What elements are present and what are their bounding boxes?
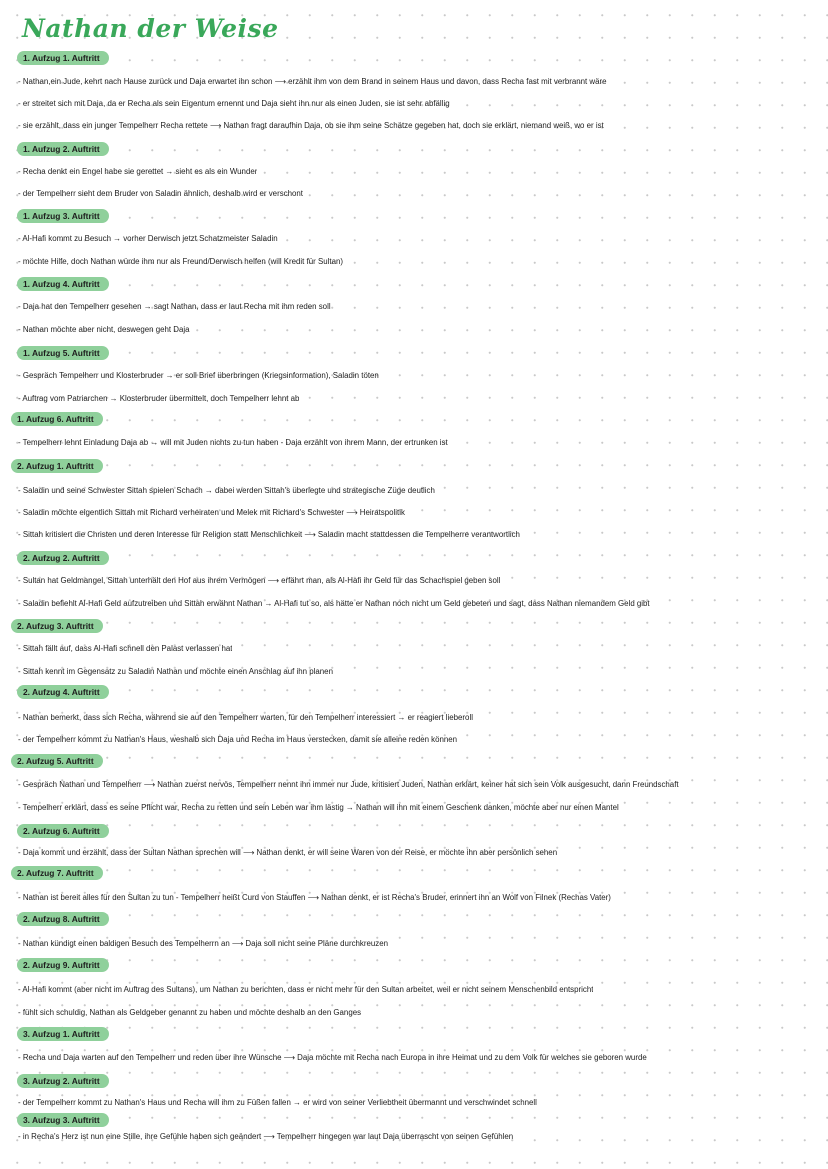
note-line: - Sittah kritisiert die Christen und deren Interesse für Religion statt Menschlichkeit ⟶ Saladin macht stattdessen die Tempelherre verantwortlich [18, 530, 520, 539]
note-line: - er streitet sich mit Daja, da er Recha als sein Eigentum ernennt und Daja sieht ihn nur als einen Juden, sie ist sehr abfällig [18, 99, 450, 108]
note-line: - Saladin befiehlt Al-Hafi Geld aufzutreiben und Sittah erwähnt Nathan → Al-Hafi tut so, als hätte er Nathan noch nicht um Geld gebeten und sagt, dass Nathan niemandem Geld gibt [18, 599, 650, 608]
section-heading: 2. Aufzug 3. Auftritt [11, 619, 103, 633]
note-line: - Nathan kündigt einen baldigen Besuch des Tempelherrn an ⟶ Daja soll nicht seine Pläne durchkreuzen [18, 939, 388, 948]
section-heading: 1. Aufzug 1. Auftritt [17, 51, 109, 65]
section-heading: 2. Aufzug 7. Auftritt [11, 866, 103, 880]
section-heading: 2. Aufzug 9. Auftritt [17, 958, 109, 972]
note-line: - möchte Hilfe, doch Nathan würde ihm nur als Freund/Derwisch helfen (will Kredit für Sultan) [18, 257, 343, 266]
section-heading: 2. Aufzug 6. Auftritt [17, 824, 109, 838]
note-line: - Sultan hat Geldmangel, Sittah unterhält den Hof aus ihrem Vermögen ⟶ erfährt man, als Al-Hafi ihr Geld für das Schachspiel geben soll [18, 576, 501, 585]
section-heading: 3. Aufzug 3. Auftritt [17, 1113, 109, 1127]
note-line: - Saladin möchte eigentlich Sittah mit Richard verheiraten und Melek mit Richard's Schwester ⟶ Heiratspolitik [18, 508, 405, 517]
section-heading: 3. Aufzug 2. Auftritt [17, 1074, 109, 1088]
note-line: - sie erzählt, dass ein junger Tempelherr Recha rettete ⟶ Nathan fragt daraufhin Daja, ob sie ihm seine Schätze gegeben hat, doch sie erklärt, niemand weiß, wo er ist [18, 121, 604, 130]
note-line: - Tempelherr lehnt Einladung Daja ab → will mit Juden nichts zu tun haben - Daja erzählt von ihrem Mann, der ertrunken ist [18, 438, 448, 447]
note-line: - Tempelherr erklärt, dass es seine Pflicht war, Recha zu retten und sein Leben war ihm lästig → Nathan will ihn mit einem Geschenk danken, möchte aber nur einen Mantel [18, 803, 619, 812]
note-line: - Gespräch Nathan und Tempelherr ⟶ Nathan zuerst nervös, Tempelherr nennt ihn immer nur Jude, kritisiert Juden, Nathan erklärt, keiner hat sich sein Volk ausgesucht, dann Freundschaft [18, 780, 679, 789]
note-line: - Saladin und seine Schwester Sittah spielen Schach → dabei werden Sittah's überlegte und strategische Züge deutlich [18, 486, 435, 495]
section-heading: 1. Aufzug 2. Auftritt [17, 142, 109, 156]
section-heading: 3. Aufzug 1. Auftritt [17, 1027, 109, 1041]
section-heading: 2. Aufzug 4. Auftritt [17, 685, 109, 699]
note-line: - Recha denkt ein Engel habe sie gerettet → sieht es als ein Wunder [18, 167, 258, 176]
note-line: - Nathan möchte aber nicht, deswegen geht Daja [18, 325, 190, 334]
note-line: - der Tempelherr kommt zu Nathan's Haus und Recha will ihm zu Füßen fallen → er wird von seiner Verliebtheit übermannt und verschwindet schnell [18, 1098, 537, 1107]
note-line: - Al-Hafi kommt zu Besuch → vorher Derwisch jetzt Schatzmeister Saladin [18, 234, 278, 243]
section-heading: 2. Aufzug 5. Auftritt [11, 754, 103, 768]
note-line: - Nathan ist bereit alles für den Sultan zu tun - Tempelherr heißt Curd von Stauffen ⟶ Nathan denkt, er ist Recha's Bruder, erinnert ihn an Wolf von Filnek (Rechas Vater) [18, 893, 611, 902]
section-heading: 2. Aufzug 8. Auftritt [17, 912, 109, 926]
note-line: - der Tempelherr sieht dem Bruder von Saladin ähnlich, deshalb wird er verschont [18, 189, 303, 198]
section-heading: 2. Aufzug 2. Auftritt [17, 551, 109, 565]
note-line: - Daja kommt und erzählt, dass der Sultan Nathan sprechen will ⟶ Nathan denkt, er will seine Waren von der Reise, er möchte ihn aber persönlich sehen [18, 848, 558, 857]
note-line: - in Recha's Herz ist nun eine Stille, ihre Gefühle haben sich geändert ⟶ Tempelherr hingegen war laut Daja überrascht von seinen Gefühlen [18, 1132, 514, 1141]
page-title: Nathan der Weise [22, 14, 279, 43]
note-line: - Gespräch Tempelherr und Klosterbruder → er soll Brief überbringen (Kriegsinformation), Saladin töten [18, 371, 379, 380]
section-heading: 1. Aufzug 5. Auftritt [17, 346, 109, 360]
section-heading: 1. Aufzug 3. Auftritt [17, 209, 109, 223]
note-line: - Nathan bemerkt, dass sich Recha, während sie auf den Tempelherr warten, für den Tempelherr interessiert → er reagiert lieberoll [18, 713, 473, 722]
note-line: - Nathan,ein Jude, kehrt nach Hause zurück und Daja erwartet ihn schon ⟶ erzählt ihm von dem Brand in seinem Haus und davon, dass Recha fast mit verbrannt wäre [18, 77, 607, 86]
section-heading: 1. Aufzug 4. Auftritt [17, 277, 109, 291]
note-line: - der Tempelherr kommt zu Nathan's Haus, weshalb sich Daja und Recha im Haus verstecken, damit sie alleine reden können [18, 735, 458, 744]
section-heading: 1. Aufzug 6. Auftritt [11, 412, 103, 426]
note-line: - Auftrag vom Patriarchen → Klosterbruder übermittelt, doch Tempelherr lehnt ab [18, 394, 300, 403]
note-line: - Sittah kennt im Gegensatz zu Saladin Nathan und möchte einen Anschlag auf ihn planen [18, 667, 333, 676]
note-line: - fühlt sich schuldig, Nathan als Geldgeber genannt zu haben und möchte deshalb an den Ganges [18, 1008, 362, 1017]
note-line: - Sittah fällt auf, dass Al-Hafi schnell den Palast verlassen hat [18, 644, 233, 653]
note-line: - Recha und Daja warten auf den Tempelherr und reden über ihre Wünsche ⟶ Daja möchte mit Recha nach Europa in ihre Heimat und zu dem Volk für welches sie geboren wurde [18, 1053, 647, 1062]
note-line: - Al-Hafi kommt (aber nicht im Auftrag des Sultans), um Nathan zu berichten, dass er nicht mehr für den Sultan arbeitet, weil er nicht seinem Menschenbild entspricht [18, 985, 594, 994]
note-line: - Daja hat den Tempelherr gesehen → sagt Nathan, dass er laut Recha mit ihm reden soll [18, 302, 331, 311]
section-heading: 2. Aufzug 1. Auftritt [11, 459, 103, 473]
